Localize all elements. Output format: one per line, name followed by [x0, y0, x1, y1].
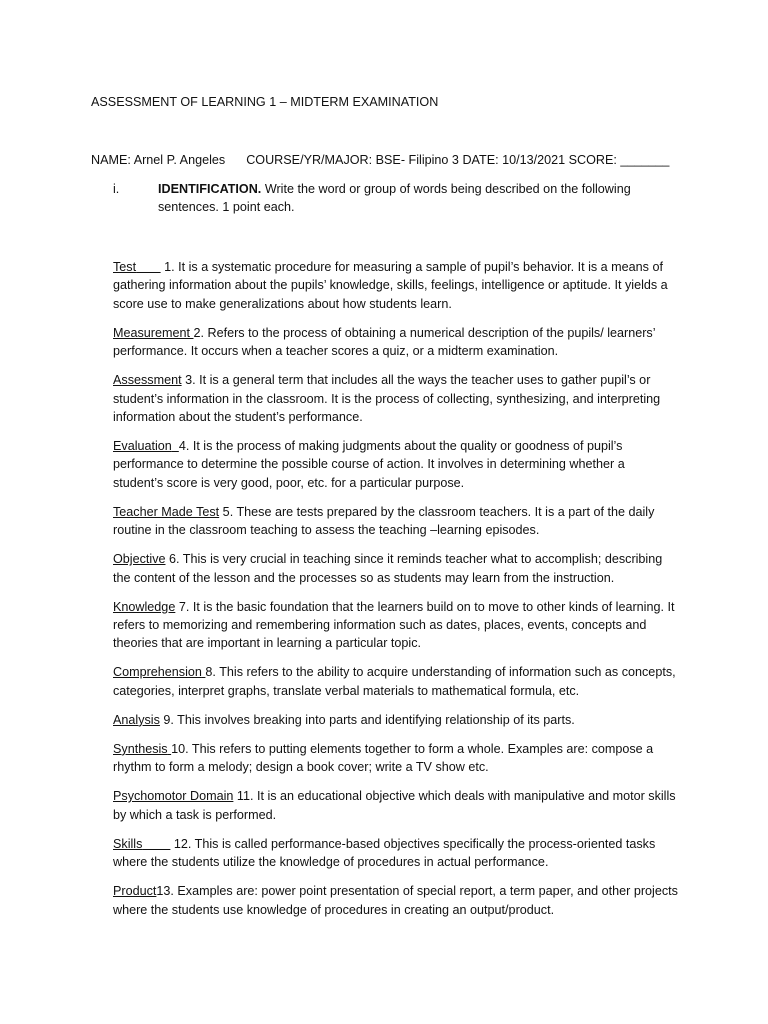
answer-text: Knowledge [113, 599, 176, 614]
student-name: NAME: Arnel P. Angeles [91, 153, 226, 167]
question-item [113, 740, 678, 777]
question-text: 10. This refers to putting elements together to form a whole. Examples are: compose a rhythm to form a melody; design a book cover; write a TV show etc. [113, 741, 654, 775]
question-text: 6. This is very crucial in teaching since it reminds teacher what to accomplish; describing the content of the lesson and the processes so as students may learn from the instruction. [113, 552, 663, 585]
question-text: 4. It is the process of making judgments about the quality or goodness of pupil’s performance to determine the possible course of action. It involves in determining whether a student’s score is very good, poor, etc. for a particular purpose. [113, 439, 625, 490]
question-item [113, 324, 678, 361]
question-item [113, 258, 678, 313]
question-item [113, 598, 678, 653]
answer-blank [172, 439, 179, 453]
question-item [113, 663, 678, 700]
question-item [113, 882, 678, 919]
question-item [113, 787, 678, 824]
question-text: 8. This refers to the ability to acquire understanding of information such as concepts, categories, interpret graphs, translate verbal materials to mathematical formula, etc. [113, 665, 676, 698]
question-text: 1. It is a systematic procedure for measuring a sample of pupil’s behavior. It is a means of gathering information about the pupils’ knowledge, skills, feelings, intelligence or aptitude. It yields a score use to make generalizations about how students learn. [113, 260, 668, 311]
answer-text: Synthesis [113, 741, 168, 756]
answer-text: Psychomotor Domain [113, 789, 234, 804]
exam-title: ASSESSMENT OF LEARNING 1 – MIDTERM EXAMINATION [91, 95, 439, 109]
course-info: COURSE/YR/MAJOR: BSE- Filipino 3 [246, 153, 459, 167]
question-text: 7. It is the basic foundation that the learners build on to move to other kinds of learning. It refers to memorizing and remembering information such as dates, places, events, concepts and theories that are important in learning a particular topic. [113, 599, 675, 651]
exam-date: DATE: 10/13/2021 [462, 153, 566, 167]
answer-text: Test [113, 260, 137, 274]
question-text: 3. It is a general term that includes all the ways the teacher uses to gather pupil’s or student’s information in the classroom. It is the process of collecting, synthesizing, and interpreting information about the student’s performance. [113, 373, 661, 425]
section-heading: IDENTIFICATION. [158, 182, 262, 196]
section-instructions-text: Write the word or group of words being described on the following sentences. 1 point each. [158, 182, 631, 215]
answer-text: Assessment [113, 373, 182, 388]
question-text: 13. Examples are: power point presentation of special report, a term paper, and other projects where the students use knowledge of procedures in creating an output/product. [113, 884, 678, 917]
question-text: 12. This is called performance-based objectives specifically the process-oriented tasks where the students utilize the knowledge of procedures in actual performance. [113, 836, 656, 870]
question-item [113, 835, 678, 872]
answer-blank [142, 837, 170, 851]
answer-text: Teacher Made Test [113, 504, 220, 519]
question-item [113, 503, 678, 540]
answer-text: Skills [113, 836, 143, 851]
answer-text: Evaluation [113, 439, 172, 454]
answer-text: Comprehension [113, 665, 202, 680]
answer-text: Objective [113, 552, 166, 567]
score-field: SCORE: _______ [568, 153, 670, 167]
question-item [113, 550, 678, 587]
answer-text: Product [113, 884, 157, 899]
question-text: 2. Refers to the process of obtaining a numerical description of the pupils/ learners’ performance. It occurs when a teacher scores a quiz, or a midterm examination. [113, 325, 656, 359]
question-list [113, 258, 678, 930]
answer-blank [136, 260, 161, 274]
section-numeral: i. [113, 182, 120, 196]
answer-text: Measurement [113, 325, 190, 340]
question-item [113, 371, 678, 426]
question-item [113, 711, 678, 729]
question-item [113, 437, 678, 492]
student-info-line [91, 151, 669, 169]
answer-text: Analysis [113, 712, 160, 727]
question-text: 5. These are tests prepared by the classroom teachers. It is a part of the daily routine in the classroom teaching to assess the teaching –learning episodes. [113, 504, 655, 538]
question-text: 11. It is an educational objective which deals with manipulative and motor skills by which a task is performed. [113, 789, 676, 822]
question-text: 9. This involves breaking into parts and identifying relationship of its parts. [159, 712, 575, 727]
